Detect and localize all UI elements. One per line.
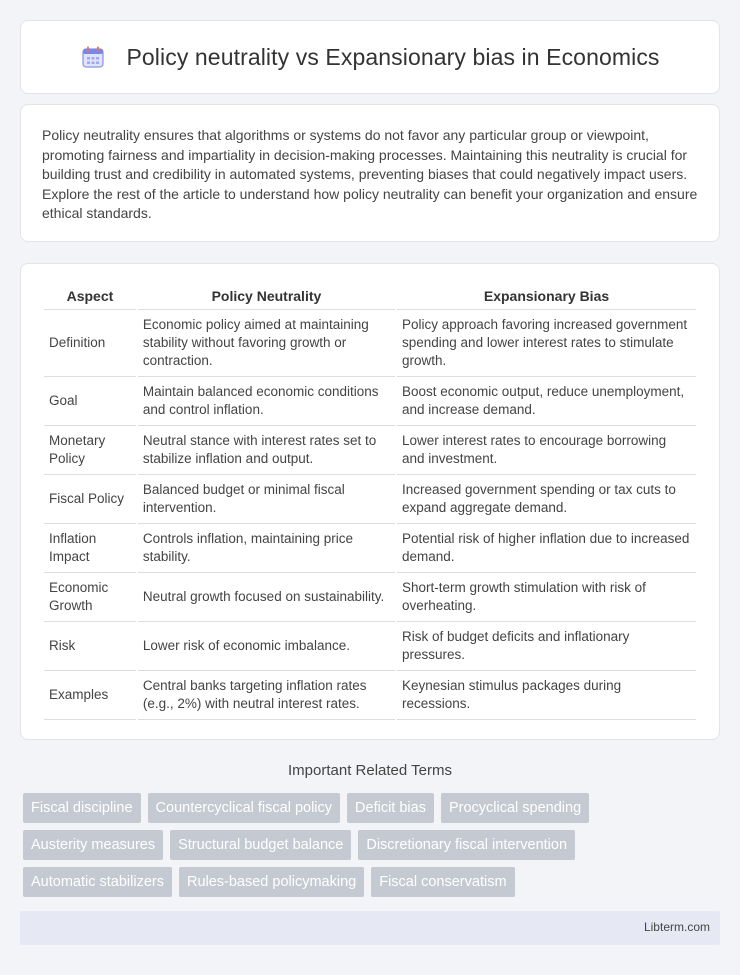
neutral-cell: Lower risk of economic imbalance. bbox=[138, 622, 395, 671]
tag-procyclical-spending[interactable]: Procyclical spending bbox=[441, 793, 589, 823]
tag-fiscal-conservatism[interactable]: Fiscal conservatism bbox=[371, 867, 514, 897]
comparison-table bbox=[42, 284, 698, 720]
table-row bbox=[44, 310, 696, 377]
tag-countercyclical-fiscal-policy[interactable]: Countercyclical fiscal policy bbox=[148, 793, 340, 823]
tag-fiscal-discipline[interactable]: Fiscal discipline bbox=[23, 793, 141, 823]
aspect-cell: Risk bbox=[44, 622, 136, 671]
table-row bbox=[44, 524, 696, 573]
tag-row bbox=[23, 793, 723, 823]
neutral-cell: Controls inflation, maintaining price stability. bbox=[138, 524, 395, 573]
tag-austerity-measures[interactable]: Austerity measures bbox=[23, 830, 163, 860]
intro-paragraph: Policy neutrality ensures that algorithms or systems do not favor any particular group or viewpoint, promoting fairness and impartiality in decision-making processes. Maintaining this neutrality is crucial for building trust and credibility in automated systems, preventing biases that could negatively impact users. Explore the rest of the article to understand how policy neutrality can benefit your organization and ensure ethical standards. bbox=[42, 127, 698, 221]
table-row bbox=[44, 671, 696, 720]
header-policy-neutrality: Policy Neutrality bbox=[138, 284, 395, 310]
neutral-cell: Neutral stance with interest rates set to stabilize inflation and output. bbox=[138, 426, 395, 475]
table-row bbox=[44, 377, 696, 426]
related-terms-tags bbox=[23, 793, 723, 904]
tag-structural-budget-balance[interactable]: Structural budget balance bbox=[170, 830, 351, 860]
table-row bbox=[44, 426, 696, 475]
header-expansionary-bias: Expansionary Bias bbox=[397, 284, 696, 310]
expansionary-cell: Policy approach favoring increased government spending and lower interest rates to stimulate growth. bbox=[397, 310, 696, 377]
tag-automatic-stabilizers[interactable]: Automatic stabilizers bbox=[23, 867, 172, 897]
expansionary-cell: Boost economic output, reduce unemployment, and increase demand. bbox=[397, 377, 696, 426]
aspect-cell: Goal bbox=[44, 377, 136, 426]
neutral-cell: Central banks targeting inflation rates (e.g., 2%) with neutral interest rates. bbox=[138, 671, 395, 720]
tag-row bbox=[23, 830, 723, 860]
aspect-cell: Monetary Policy bbox=[44, 426, 136, 475]
calendar-icon bbox=[80, 44, 106, 70]
aspect-cell: Examples bbox=[44, 671, 136, 720]
related-terms-title: Important Related Terms bbox=[288, 762, 452, 779]
comparison-table-card bbox=[20, 263, 720, 740]
expansionary-cell: Increased government spending or tax cuts to expand aggregate demand. bbox=[397, 475, 696, 524]
header-card bbox=[20, 20, 720, 94]
expansionary-cell: Lower interest rates to encourage borrowing and investment. bbox=[397, 426, 696, 475]
tag-deficit-bias[interactable]: Deficit bias bbox=[347, 793, 434, 823]
aspect-cell: Definition bbox=[44, 310, 136, 377]
table-header-row bbox=[44, 284, 696, 310]
neutral-cell: Neutral growth focused on sustainability. bbox=[138, 573, 395, 622]
footer bbox=[20, 911, 720, 945]
aspect-cell: Fiscal Policy bbox=[44, 475, 136, 524]
expansionary-cell: Keynesian stimulus packages during recessions. bbox=[397, 671, 696, 720]
header bbox=[80, 44, 659, 71]
footer-brand-link[interactable]: Libterm.com bbox=[643, 920, 710, 934]
table-row bbox=[44, 622, 696, 671]
table-row bbox=[44, 573, 696, 622]
expansionary-cell: Potential risk of higher inflation due to increased demand. bbox=[397, 524, 696, 573]
tag-rules-based-policymaking[interactable]: Rules-based policymaking bbox=[179, 867, 364, 897]
page-title: Policy neutrality vs Expansionary bias in Economics bbox=[126, 43, 660, 70]
intro-card bbox=[20, 104, 720, 242]
aspect-cell: Inflation Impact bbox=[44, 524, 136, 573]
tag-discretionary-fiscal-intervention[interactable]: Discretionary fiscal intervention bbox=[358, 830, 575, 860]
aspect-cell: Economic Growth bbox=[44, 573, 136, 622]
neutral-cell: Balanced budget or minimal fiscal intervention. bbox=[138, 475, 395, 524]
neutral-cell: Maintain balanced economic conditions and control inflation. bbox=[138, 377, 395, 426]
table-row bbox=[44, 475, 696, 524]
tag-row bbox=[23, 867, 723, 897]
expansionary-cell: Short-term growth stimulation with risk of overheating. bbox=[397, 573, 696, 622]
neutral-cell: Economic policy aimed at maintaining stability without favoring growth or contraction. bbox=[138, 310, 395, 377]
header-aspect: Aspect bbox=[44, 284, 136, 310]
expansionary-cell: Risk of budget deficits and inflationary pressures. bbox=[397, 622, 696, 671]
